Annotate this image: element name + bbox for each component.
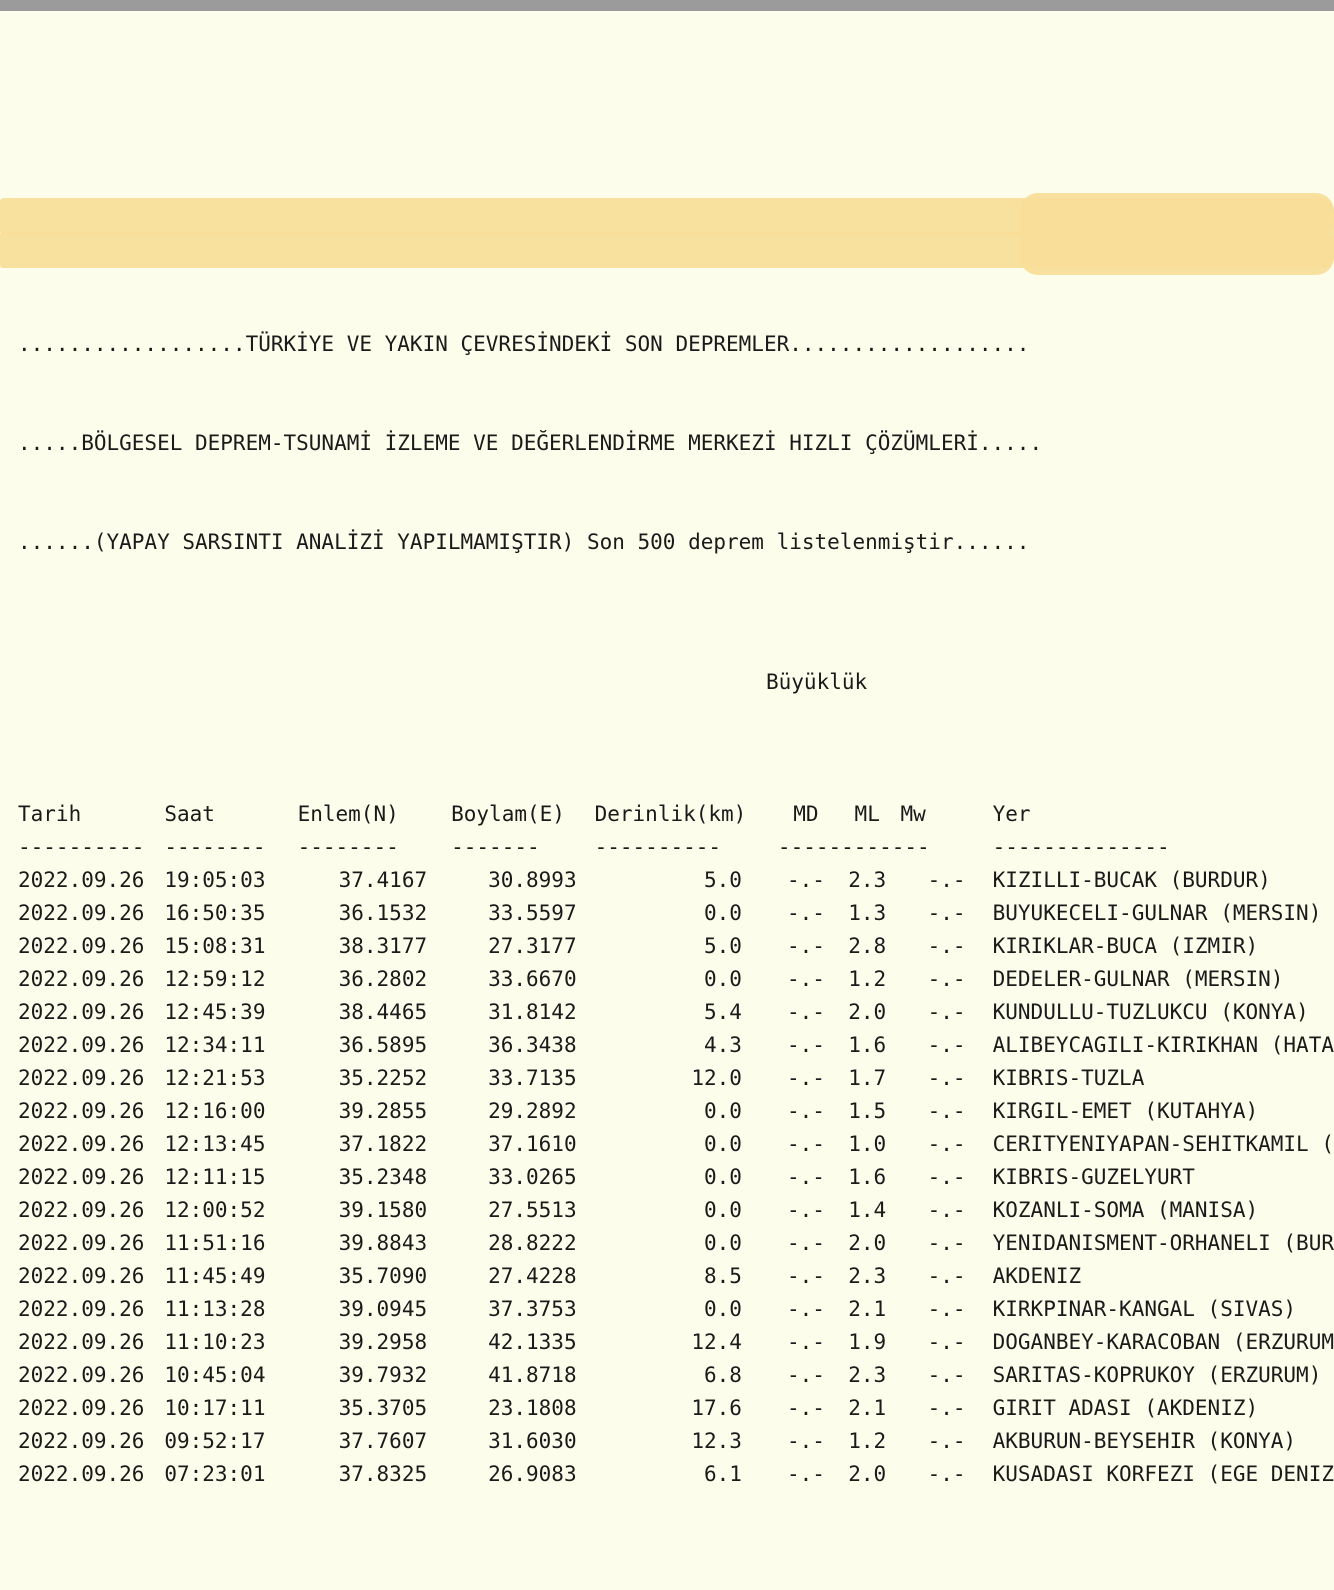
row-md: -.- [786, 1396, 825, 1420]
row-depth: 0.0 [703, 901, 742, 925]
row-ml: 2.0 [848, 1000, 887, 1024]
row-mw: -.- [927, 1198, 966, 1222]
row-depth: 12.3 [691, 1429, 742, 1453]
row-longitude: 29.2892 [488, 1099, 577, 1123]
row-time: 11:45:49 [164, 1264, 266, 1288]
highlight-marker-row-1 [0, 198, 1334, 235]
rule-place: -------------- [992, 835, 1170, 859]
row-time: 15:08:31 [164, 934, 266, 958]
column-header-longitude: Boylam(E) [451, 802, 565, 826]
row-md: -.- [786, 1462, 825, 1486]
row-depth: 8.5 [703, 1264, 742, 1288]
row-ml: 1.7 [848, 1066, 887, 1090]
row-latitude: 35.2252 [338, 1066, 428, 1090]
row-mw: -.- [927, 1132, 966, 1156]
row-latitude: 35.3705 [338, 1396, 428, 1420]
row-place: SARITAS-KOPRUKOY (ERZURUM) [992, 1363, 1322, 1387]
table-row [18, 1458, 1334, 1491]
row-place: KIRKPINAR-KANGAL (SIVAS) [992, 1297, 1297, 1321]
row-date: 2022.09.26 [18, 934, 145, 958]
row-longitude: 33.0265 [488, 1165, 577, 1189]
row-md: -.- [786, 1297, 825, 1321]
row-ml: 1.4 [848, 1198, 887, 1222]
row-latitude: 38.3177 [338, 934, 428, 958]
row-mw: -.- [927, 868, 966, 892]
earthquake-table [18, 798, 1334, 1491]
row-place: KUSADASI KORFEZI (EGE DENIZ [992, 1462, 1334, 1486]
row-md: -.- [786, 1429, 825, 1453]
row-time: 12:13:45 [164, 1132, 266, 1156]
row-place: KIBRIS-GUZELYURT [992, 1165, 1195, 1189]
row-time: 11:13:28 [164, 1297, 266, 1321]
row-mw: -.- [927, 1429, 966, 1453]
row-date: 2022.09.26 [18, 1066, 145, 1090]
row-place: KIZILLI-BUCAK (BURDUR) [992, 868, 1271, 892]
table-row [18, 1326, 1334, 1359]
row-date: 2022.09.26 [18, 1462, 145, 1486]
row-longitude: 37.1610 [488, 1132, 577, 1156]
column-header-place: Yer [992, 802, 1031, 826]
row-longitude: 33.7135 [488, 1066, 577, 1090]
row-md: -.- [786, 1132, 825, 1156]
row-date: 2022.09.26 [18, 1231, 145, 1255]
row-time: 11:51:16 [164, 1231, 266, 1255]
window-top-bar [0, 0, 1334, 11]
row-latitude: 36.2802 [338, 967, 428, 991]
row-depth: 12.4 [691, 1330, 742, 1354]
column-header-mw: Mw [900, 802, 926, 826]
table-row [18, 930, 1334, 963]
row-longitude: 31.6030 [488, 1429, 577, 1453]
row-latitude: 39.8843 [338, 1231, 428, 1255]
row-latitude: 39.2855 [338, 1099, 428, 1123]
row-longitude: 28.8222 [488, 1231, 577, 1255]
row-depth: 0.0 [703, 1198, 742, 1222]
column-header-ml: ML [854, 802, 880, 826]
rule-time: -------- [164, 835, 266, 859]
row-ml: 1.6 [848, 1033, 887, 1057]
rule-depth: ---------- [594, 835, 722, 859]
row-mw: -.- [927, 1264, 966, 1288]
row-date: 2022.09.26 [18, 1429, 145, 1453]
row-latitude: 39.7932 [338, 1363, 428, 1387]
table-row [18, 1260, 1334, 1293]
row-time: 12:16:00 [164, 1099, 266, 1123]
table-row [18, 1392, 1334, 1425]
row-date: 2022.09.26 [18, 868, 145, 892]
rule-longitude: ------- [451, 835, 540, 859]
row-date: 2022.09.26 [18, 1033, 145, 1057]
row-place: GIRIT ADASI (AKDENIZ) [992, 1396, 1259, 1420]
row-depth: 5.4 [703, 1000, 742, 1024]
row-time: 12:45:39 [164, 1000, 266, 1024]
row-mw: -.- [927, 1066, 966, 1090]
row-date: 2022.09.26 [18, 1330, 145, 1354]
row-longitude: 27.3177 [488, 934, 577, 958]
row-md: -.- [786, 1000, 825, 1024]
table-row [18, 963, 1334, 996]
row-ml: 2.0 [848, 1462, 887, 1486]
report-title-line-3: ......(YAPAY SARSINTI ANALİZİ YAPILMAMIŞTIR) Son 500 deprem listelenmiştir...... [18, 530, 1030, 554]
row-ml: 1.5 [848, 1099, 887, 1123]
row-longitude: 42.1335 [488, 1330, 577, 1354]
table-row [18, 1161, 1334, 1194]
row-md: -.- [786, 1363, 825, 1387]
row-mw: -.- [927, 1297, 966, 1321]
table-row [18, 996, 1334, 1029]
row-ml: 2.1 [848, 1396, 887, 1420]
row-date: 2022.09.26 [18, 1363, 145, 1387]
table-row [18, 864, 1334, 897]
row-md: -.- [786, 901, 825, 925]
row-ml: 1.2 [848, 1429, 887, 1453]
row-latitude: 36.5895 [338, 1033, 428, 1057]
row-latitude: 39.1580 [338, 1198, 428, 1222]
table-row [18, 1029, 1334, 1062]
row-mw: -.- [927, 1099, 966, 1123]
row-time: 11:10:23 [164, 1330, 266, 1354]
table-row [18, 1062, 1334, 1095]
rule-latitude: -------- [297, 835, 399, 859]
row-place: DEDELER-GULNAR (MERSIN) [992, 967, 1284, 991]
row-longitude: 23.1808 [488, 1396, 577, 1420]
row-date: 2022.09.26 [18, 901, 145, 925]
row-place: YENIDANISMENT-ORHANELI (BUR [992, 1231, 1334, 1255]
row-depth: 0.0 [703, 1099, 742, 1123]
row-md: -.- [786, 1198, 825, 1222]
row-latitude: 39.2958 [338, 1330, 428, 1354]
table-row [18, 1425, 1334, 1458]
row-date: 2022.09.26 [18, 1132, 145, 1156]
row-ml: 1.3 [848, 901, 887, 925]
row-latitude: 37.1822 [338, 1132, 428, 1156]
row-md: -.- [786, 1033, 825, 1057]
column-header-latitude: Enlem(N) [297, 802, 399, 826]
row-depth: 5.0 [703, 934, 742, 958]
row-md: -.- [786, 967, 825, 991]
row-md: -.- [786, 1231, 825, 1255]
row-date: 2022.09.26 [18, 967, 145, 991]
row-ml: 1.2 [848, 967, 887, 991]
row-latitude: 36.1532 [338, 901, 428, 925]
row-mw: -.- [927, 1165, 966, 1189]
report-title-line-1: ..................TÜRKİYE VE YAKIN ÇEVRESİNDEKİ SON DEPREMLER................... [18, 332, 1030, 356]
row-longitude: 27.4228 [488, 1264, 577, 1288]
row-ml: 2.0 [848, 1231, 887, 1255]
row-place: AKDENIZ [992, 1264, 1082, 1288]
row-time: 10:45:04 [164, 1363, 266, 1387]
row-longitude: 30.8993 [488, 868, 577, 892]
table-row [18, 1128, 1334, 1161]
column-header-depth: Derinlik(km) [594, 802, 747, 826]
row-ml: 2.3 [848, 868, 887, 892]
row-date: 2022.09.26 [18, 1297, 145, 1321]
row-longitude: 26.9083 [488, 1462, 577, 1486]
row-place: CERITYENIYAPAN-SEHITKAMIL ( [992, 1132, 1334, 1156]
row-place: KUNDULLU-TUZLUKCU (KONYA) [992, 1000, 1309, 1024]
row-longitude: 27.5513 [488, 1198, 577, 1222]
table-row [18, 1293, 1334, 1326]
row-ml: 2.1 [848, 1297, 887, 1321]
row-time: 12:00:52 [164, 1198, 266, 1222]
row-md: -.- [786, 868, 825, 892]
row-md: -.- [786, 1099, 825, 1123]
row-ml: 2.3 [848, 1363, 887, 1387]
column-header-time: Saat [164, 802, 215, 826]
row-depth: 12.0 [691, 1066, 742, 1090]
row-latitude: 37.4167 [338, 868, 428, 892]
row-latitude: 37.8325 [338, 1462, 428, 1486]
row-date: 2022.09.26 [18, 1396, 145, 1420]
row-depth: 0.0 [703, 967, 742, 991]
table-header-row [18, 798, 1334, 831]
row-mw: -.- [927, 1231, 966, 1255]
row-time: 12:34:11 [164, 1033, 266, 1057]
rule-magnitude: ------------ [777, 835, 930, 859]
row-longitude: 36.3438 [488, 1033, 577, 1057]
column-header-date: Tarih [18, 802, 82, 826]
row-md: -.- [786, 1066, 825, 1090]
row-mw: -.- [927, 901, 966, 925]
row-ml: 2.8 [848, 934, 887, 958]
row-latitude: 37.7607 [338, 1429, 428, 1453]
row-depth: 0.0 [703, 1231, 742, 1255]
row-time: 19:05:03 [164, 868, 266, 892]
row-mw: -.- [927, 1462, 966, 1486]
row-mw: -.- [927, 934, 966, 958]
row-depth: 0.0 [703, 1297, 742, 1321]
row-depth: 0.0 [703, 1132, 742, 1156]
row-date: 2022.09.26 [18, 1099, 145, 1123]
row-place: KIBRIS-TUZLA [992, 1066, 1145, 1090]
row-depth: 6.8 [703, 1363, 742, 1387]
row-mw: -.- [927, 1000, 966, 1024]
row-longitude: 33.6670 [488, 967, 577, 991]
row-mw: -.- [927, 1330, 966, 1354]
row-ml: 1.0 [848, 1132, 887, 1156]
row-time: 12:21:53 [164, 1066, 266, 1090]
row-longitude: 31.8142 [488, 1000, 577, 1024]
row-date: 2022.09.26 [18, 1000, 145, 1024]
table-row [18, 1227, 1334, 1260]
row-place: DOGANBEY-KARACOBAN (ERZURUM [992, 1330, 1334, 1354]
row-longitude: 33.5597 [488, 901, 577, 925]
report-title-line-2: .....BÖLGESEL DEPREM-TSUNAMİ İZLEME VE DEĞERLENDİRME MERKEZİ HIZLI ÇÖZÜMLERİ..... [18, 431, 1043, 455]
row-md: -.- [786, 934, 825, 958]
row-depth: 5.0 [703, 868, 742, 892]
table-rule-row [18, 831, 1334, 864]
row-latitude: 35.7090 [338, 1264, 428, 1288]
row-place: KOZANLI-SOMA (MANISA) [992, 1198, 1259, 1222]
row-md: -.- [786, 1165, 825, 1189]
row-depth: 17.6 [691, 1396, 742, 1420]
column-header-md: MD [793, 802, 819, 826]
row-place: KIRIKLAR-BUCA (IZMIR) [992, 934, 1259, 958]
row-latitude: 35.2348 [338, 1165, 428, 1189]
row-time: 10:17:11 [164, 1396, 266, 1420]
row-place: KIRGIL-EMET (KUTAHYA) [992, 1099, 1259, 1123]
row-longitude: 41.8718 [488, 1363, 577, 1387]
magnitude-group-label: Büyüklük [766, 670, 868, 694]
row-ml: 1.9 [848, 1330, 887, 1354]
row-date: 2022.09.26 [18, 1264, 145, 1288]
row-time: 12:11:15 [164, 1165, 266, 1189]
row-depth: 4.3 [703, 1033, 742, 1057]
row-mw: -.- [927, 1363, 966, 1387]
row-date: 2022.09.26 [18, 1198, 145, 1222]
row-latitude: 38.4465 [338, 1000, 428, 1024]
row-depth: 0.0 [703, 1165, 742, 1189]
row-mw: -.- [927, 1033, 966, 1057]
row-ml: 2.3 [848, 1264, 887, 1288]
row-longitude: 37.3753 [488, 1297, 577, 1321]
row-time: 16:50:35 [164, 901, 266, 925]
row-mw: -.- [927, 1396, 966, 1420]
row-time: 12:59:12 [164, 967, 266, 991]
row-latitude: 39.0945 [338, 1297, 428, 1321]
table-row [18, 1359, 1334, 1392]
row-md: -.- [786, 1264, 825, 1288]
magnitude-group-header [18, 666, 1334, 699]
table-row [18, 1194, 1334, 1227]
row-time: 09:52:17 [164, 1429, 266, 1453]
row-place: BUYUKECELI-GULNAR (MERSIN) [992, 901, 1322, 925]
row-md: -.- [786, 1330, 825, 1354]
row-place: AKBURUN-BEYSEHIR (KONYA) [992, 1429, 1297, 1453]
rule-date: ---------- [18, 835, 145, 859]
row-time: 07:23:01 [164, 1462, 266, 1486]
table-row [18, 1095, 1334, 1128]
earthquake-report-page [0, 11, 1334, 1590]
row-ml: 1.6 [848, 1165, 887, 1189]
row-depth: 6.1 [703, 1462, 742, 1486]
row-mw: -.- [927, 967, 966, 991]
row-date: 2022.09.26 [18, 1165, 145, 1189]
table-row [18, 897, 1334, 930]
row-place: ALIBEYCAGILI-KIRIKHAN (HATA [992, 1033, 1334, 1057]
